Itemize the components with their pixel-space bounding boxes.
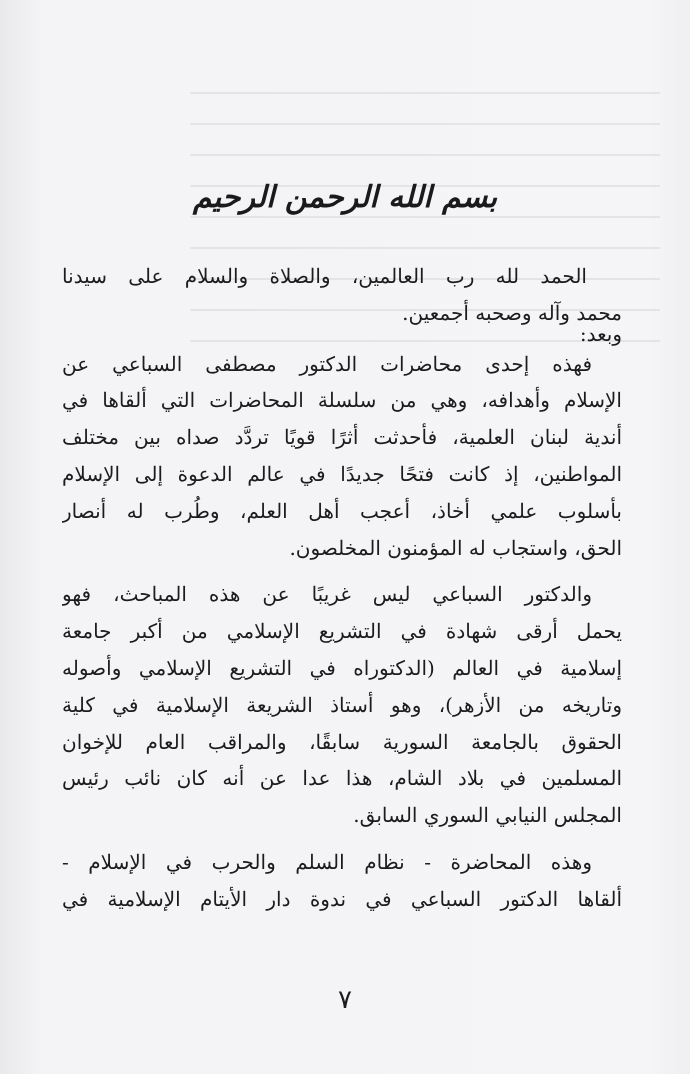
text-line: المجلس النيابي السوري السابق. <box>353 803 622 828</box>
basmala-heading: بسم الله الرحمن الرحيم <box>192 180 498 215</box>
text-line: الحمد لله رب العالمين، والصلاة والسلام على سيدنا <box>62 264 587 288</box>
text-line: أندية لبنان العلمية، فأحدثت أثرًا قويًا تردَّد صداه بين مختلف <box>62 425 622 450</box>
text-line: بأسلوب علمي أخاذ، أعجب أهل العلم، وطُرب له أنصار <box>62 498 622 523</box>
text-line: وتاريخه من الأزهر)، وهو أستاذ الشريعة الإسلامية في كلية <box>62 692 622 717</box>
text-line: وبعد: <box>579 321 622 346</box>
text-line: الإسلام وأهدافه، وهي من سلسلة المحاضرات التي ألقاها في <box>62 388 622 413</box>
text-line: المسلمين في بلاد الشام، هذا عدا عن أنه كان نائب رئيس <box>62 766 622 791</box>
text-line: والدكتور السباعي ليس غريبًا عن هذه المباحث، فهو <box>62 582 592 607</box>
text-line: فهذه إحدى محاضرات الدكتور مصطفى السباعي عن <box>62 351 592 376</box>
text-line: الحقوق بالجامعة السورية سابقًا، والمراقب العام للإخوان <box>62 729 622 754</box>
text-line: محمد وآله وصحبه أجمعين. <box>402 300 622 325</box>
body-text <box>62 258 622 918</box>
text-line: المواطنين، إذ كانت فتحًا جديدًا في عالم الدعوة إلى الإسلام <box>62 461 622 486</box>
text-line: وهذه المحاضرة - نظام السلم والحرب في الإسلام - <box>62 849 592 874</box>
text-line: ألقاها الدكتور السباعي في ندوة دار الأيتام الإسلامية في <box>62 886 622 911</box>
text-line: يحمل أرقى شهادة في التشريع الإسلامي من أكبر جامعة <box>62 619 622 644</box>
text-line: الحق، واستجاب له المؤمنون المخلصون. <box>289 535 622 560</box>
text-line: إسلامية في العالم (الدكتوراه في التشريع الإسلامي وأصوله <box>62 655 622 680</box>
page-number: ٧ <box>338 985 352 1015</box>
